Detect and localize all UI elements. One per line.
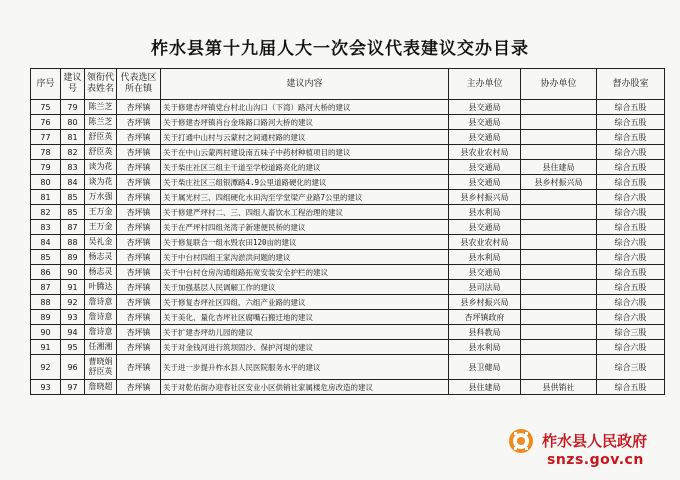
- header-co-unit: 协办单位: [521, 69, 597, 100]
- cell-office: 综合三股: [597, 325, 665, 340]
- lead-name: 詹诗意: [88, 297, 113, 306]
- cell-co-unit: [521, 340, 597, 355]
- cell-main-unit: 县水利局: [449, 340, 521, 355]
- table-row: [31, 175, 665, 190]
- header-office: 督办股室: [597, 69, 665, 100]
- cell-district: 杏坪镇: [117, 265, 161, 280]
- cell-office: 综合五股: [597, 280, 665, 295]
- cell-lead-representative: [85, 130, 117, 145]
- lead-name: 曹晓娟: [88, 357, 113, 366]
- cell-seq: 78: [31, 145, 61, 160]
- cell-main-unit: 县交通局: [449, 100, 521, 115]
- cell-district: 杏坪镇: [117, 380, 161, 395]
- cell-co-unit: [521, 190, 597, 205]
- watermark-url: snzs.gov.cn: [547, 452, 644, 468]
- cell-lead-representative: [85, 250, 117, 265]
- cell-office: 综合六股: [597, 190, 665, 205]
- table-row: [31, 130, 665, 145]
- table-row: [31, 220, 665, 235]
- cell-content: 关于柴庄社区三组银潭路4.9公里道路硬化的建议: [161, 175, 449, 190]
- cell-seq: 76: [31, 115, 61, 130]
- cell-lead-representative: [85, 380, 117, 395]
- cell-office: 综合五股: [597, 220, 665, 235]
- cell-content: 关于中台村四组王家沟淤洪问题的建议: [161, 250, 449, 265]
- cell-content: 关于扩建杏坪幼儿园的建议: [161, 325, 449, 340]
- cell-proposal-number: 88: [61, 235, 85, 250]
- cell-co-unit: [521, 145, 597, 160]
- cell-content: 关于在严坪村四组尧湾子新建便民桥的建议: [161, 220, 449, 235]
- cell-seq: 92: [31, 355, 61, 380]
- cell-lead-representative: [85, 160, 117, 175]
- cell-content: 关于柴庄社区三组主干道至学校道路亮化的建议: [161, 160, 449, 175]
- cell-lead-representative: [85, 175, 117, 190]
- cell-district: 杏坪镇: [117, 100, 161, 115]
- cell-district: 杏坪镇: [117, 115, 161, 130]
- cell-co-unit: [521, 115, 597, 130]
- cell-proposal-number: 95: [61, 340, 85, 355]
- watermark-name: 柞水县人民政府: [542, 432, 648, 450]
- cell-office: 综合六股: [597, 340, 665, 355]
- cell-content: 关于进一步提升柞水县人民医院服务水平的建议: [161, 355, 449, 380]
- table-row: [31, 205, 665, 220]
- cell-office: 综合六股: [597, 145, 665, 160]
- lead-name: 王万金: [88, 207, 113, 216]
- cell-content: 关于对金钱河进行筑坝固沙、保护河堤的建议: [161, 340, 449, 355]
- table-row: [31, 115, 665, 130]
- cell-proposal-number: 90: [61, 265, 85, 280]
- cell-district: 杏坪镇: [117, 160, 161, 175]
- cell-main-unit: 县乡村振兴局: [449, 190, 521, 205]
- table-row: [31, 250, 665, 265]
- table-row: [31, 160, 665, 175]
- cell-seq: 80: [31, 175, 61, 190]
- lead-name: 詹诗意: [88, 312, 113, 321]
- cell-proposal-number: 82: [61, 145, 85, 160]
- table-row: [31, 325, 665, 340]
- cell-proposal-number: 85: [61, 205, 85, 220]
- header-seq: 序号: [31, 69, 61, 100]
- cell-seq: 88: [31, 295, 61, 310]
- cell-lead-representative: [85, 115, 117, 130]
- cell-office: 综合五股: [597, 380, 665, 395]
- table-body: [31, 100, 665, 395]
- cell-content: 关于打通中山村与云蒙村之间通村路的建议: [161, 130, 449, 145]
- cell-co-unit: 县住建局: [521, 160, 597, 175]
- cell-content: 关于修复联合一组水毁农田120亩的建议: [161, 235, 449, 250]
- cell-co-unit: [521, 295, 597, 310]
- lead-name: 叶腾达: [88, 282, 113, 291]
- lead-name: 詹晓超: [88, 382, 113, 391]
- cell-lead-representative: [85, 280, 117, 295]
- cell-office: 综合五股: [597, 160, 665, 175]
- cell-co-unit: [521, 355, 597, 380]
- cell-co-unit: [521, 205, 597, 220]
- cell-co-unit: [521, 130, 597, 145]
- lead-name: 舒臣英: [88, 147, 113, 156]
- cell-district: 杏坪镇: [117, 355, 161, 380]
- cell-district: 杏坪镇: [117, 295, 161, 310]
- cell-content: 关于修建杏坪镇党台村北山沟口（下湾）路河大桥的建议: [161, 100, 449, 115]
- cell-proposal-number: 93: [61, 310, 85, 325]
- lead-name: 谈为花: [88, 162, 113, 171]
- cell-office: 综合三股: [597, 355, 665, 380]
- cell-proposal-number: 97: [61, 380, 85, 395]
- cell-co-unit: [521, 265, 597, 280]
- cell-lead-representative: [85, 340, 117, 355]
- header-district: 代表选区所在镇: [117, 69, 161, 100]
- cell-co-unit: 县供销社: [521, 380, 597, 395]
- cell-main-unit: 县卫健局: [449, 355, 521, 380]
- lead-name: 陈兰芝: [88, 102, 113, 111]
- government-logo-icon: [508, 428, 534, 454]
- header-content: 建议内容: [161, 69, 449, 100]
- cell-lead-representative: [85, 235, 117, 250]
- cell-lead-representative: [85, 265, 117, 280]
- cell-main-unit: 县交通局: [449, 220, 521, 235]
- cell-office: 综合六股: [597, 250, 665, 265]
- cell-main-unit: 县水利局: [449, 205, 521, 220]
- lead-name: 舒臣英: [88, 132, 113, 141]
- cell-proposal-number: 85: [61, 190, 85, 205]
- cell-district: 杏坪镇: [117, 145, 161, 160]
- cell-office: 综合六股: [597, 235, 665, 250]
- cell-proposal-number: 81: [61, 130, 85, 145]
- cell-main-unit: 县科教局: [449, 325, 521, 340]
- lead-name: 王万金: [88, 222, 113, 231]
- cell-office: 综合五股: [597, 130, 665, 145]
- cell-district: 杏坪镇: [117, 235, 161, 250]
- cell-proposal-number: 87: [61, 220, 85, 235]
- table-row: [31, 310, 665, 325]
- table-row: [31, 280, 665, 295]
- cell-lead-representative: [85, 295, 117, 310]
- cell-main-unit: 县交通局: [449, 160, 521, 175]
- cell-content: 关于在中山云蒙两村建设南五味子中药材种植项目的建议: [161, 145, 449, 160]
- header-lead-representative: 领衔代表姓名: [85, 69, 117, 100]
- cell-district: 杏坪镇: [117, 220, 161, 235]
- cell-seq: 83: [31, 220, 61, 235]
- cell-office: 综合五股: [597, 265, 665, 280]
- cell-lead-representative: [85, 325, 117, 340]
- cell-co-unit: [521, 310, 597, 325]
- cell-co-unit: 县乡村振兴局: [521, 175, 597, 190]
- cell-content: 关于修复杏坪社区四组、六组产业路的建议: [161, 295, 449, 310]
- cell-seq: 84: [31, 235, 61, 250]
- table-row: [31, 145, 665, 160]
- cell-seq: 93: [31, 380, 61, 395]
- cell-district: 杏坪镇: [117, 250, 161, 265]
- cell-district: 杏坪镇: [117, 340, 161, 355]
- cell-content: 关于对乾佑街办迎春社区安业小区供销社家属楼危房改造的建议: [161, 380, 449, 395]
- cell-content: 关于加强基层人民调解工作的建议: [161, 280, 449, 295]
- lead-name: 吴礼金: [88, 237, 113, 246]
- cell-lead-representative: [85, 100, 117, 115]
- cell-main-unit: 县水利局: [449, 250, 521, 265]
- cell-office: 综合六股: [597, 205, 665, 220]
- lead-name: 杨志灵: [88, 252, 113, 261]
- cell-office: 综合六股: [597, 295, 665, 310]
- cell-proposal-number: 83: [61, 160, 85, 175]
- lead-name: 万水强: [88, 192, 113, 201]
- cell-lead-representative: [85, 205, 117, 220]
- cell-office: 综合五股: [597, 175, 665, 190]
- cell-main-unit: 县交通局: [449, 130, 521, 145]
- cell-main-unit: 杏坪镇政府: [449, 310, 521, 325]
- table-row: [31, 235, 665, 250]
- cell-proposal-number: 91: [61, 280, 85, 295]
- cell-district: 杏坪镇: [117, 130, 161, 145]
- cell-content: 关于修建杏坪镇肖台金珠路口路河大桥的建议: [161, 115, 449, 130]
- cell-lead-representative: [85, 220, 117, 235]
- cell-office: 综合六股: [597, 310, 665, 325]
- cell-district: 杏坪镇: [117, 310, 161, 325]
- cell-district: 杏坪镇: [117, 325, 161, 340]
- cell-district: 杏坪镇: [117, 190, 161, 205]
- cell-seq: 82: [31, 205, 61, 220]
- table-row: [31, 355, 665, 380]
- table-row: [31, 380, 665, 395]
- cell-seq: 87: [31, 280, 61, 295]
- cell-content: 关于修建严坪村二、三、四组人畜饮水工程治理的建议: [161, 205, 449, 220]
- table-row: [31, 340, 665, 355]
- cell-seq: 79: [31, 160, 61, 175]
- cell-seq: 75: [31, 100, 61, 115]
- cell-office: 综合五股: [597, 115, 665, 130]
- cell-main-unit: 县交通局: [449, 265, 521, 280]
- proposal-table: [30, 68, 665, 395]
- cell-seq: 86: [31, 265, 61, 280]
- cell-main-unit: 县司法局: [449, 280, 521, 295]
- cell-main-unit: 县农业农村局: [449, 235, 521, 250]
- lead-name: 谈为花: [88, 177, 113, 186]
- cell-main-unit: 县交通局: [449, 115, 521, 130]
- cell-seq: 91: [31, 340, 61, 355]
- cell-seq: 77: [31, 130, 61, 145]
- lead-name: 詹诗意: [88, 327, 113, 336]
- cell-content: 关于美化、量化杏坪社区腐嘴石搬迁地的建议: [161, 310, 449, 325]
- cell-district: 杏坪镇: [117, 175, 161, 190]
- header-proposal-number: 建议号: [61, 69, 85, 100]
- cell-main-unit: 县乡村振兴局: [449, 295, 521, 310]
- cell-lead-representative: [85, 355, 117, 380]
- cell-main-unit: 县农业农村局: [449, 145, 521, 160]
- cell-co-unit: [521, 250, 597, 265]
- cell-seq: 85: [31, 250, 61, 265]
- page-title: 柞水县第十九届人大一次会议代表建议交办目录: [151, 39, 529, 59]
- table-row: [31, 190, 665, 205]
- table-header-row: [31, 69, 665, 100]
- cell-proposal-number: 94: [61, 325, 85, 340]
- header-main-unit: 主办单位: [449, 69, 521, 100]
- cell-seq: 81: [31, 190, 61, 205]
- cell-lead-representative: [85, 310, 117, 325]
- cell-lead-representative: [85, 145, 117, 160]
- cell-proposal-number: 84: [61, 175, 85, 190]
- table-row: [31, 100, 665, 115]
- cell-main-unit: 县交通局: [449, 175, 521, 190]
- cell-district: 杏坪镇: [117, 280, 161, 295]
- table-row: [31, 295, 665, 310]
- cell-proposal-number: 80: [61, 115, 85, 130]
- cell-content: 关于中台村仓房沟通组路拓宽安装安全护栏的建议: [161, 265, 449, 280]
- table-row: [31, 265, 665, 280]
- cell-lead-representative: [85, 190, 117, 205]
- cell-co-unit: [521, 235, 597, 250]
- cell-proposal-number: 92: [61, 295, 85, 310]
- cell-office: 综合五股: [597, 100, 665, 115]
- lead-name: 杨志灵: [88, 267, 113, 276]
- cell-proposal-number: 96: [61, 355, 85, 380]
- cell-seq: 89: [31, 310, 61, 325]
- cell-content: 关于属光村三、四组硬化水田沟至学堂梁产业路7公里的建议: [161, 190, 449, 205]
- cell-district: 杏坪镇: [117, 205, 161, 220]
- lead-name: 陈兰芝: [88, 117, 113, 126]
- cell-co-unit: [521, 220, 597, 235]
- cell-main-unit: 县住建局: [449, 380, 521, 395]
- lead-name: 舒臣英: [88, 367, 113, 376]
- cell-co-unit: [521, 325, 597, 340]
- lead-name: 任湘湘: [88, 342, 113, 351]
- cell-co-unit: [521, 280, 597, 295]
- cell-seq: 90: [31, 325, 61, 340]
- cell-proposal-number: 79: [61, 100, 85, 115]
- cell-co-unit: [521, 100, 597, 115]
- cell-proposal-number: 89: [61, 250, 85, 265]
